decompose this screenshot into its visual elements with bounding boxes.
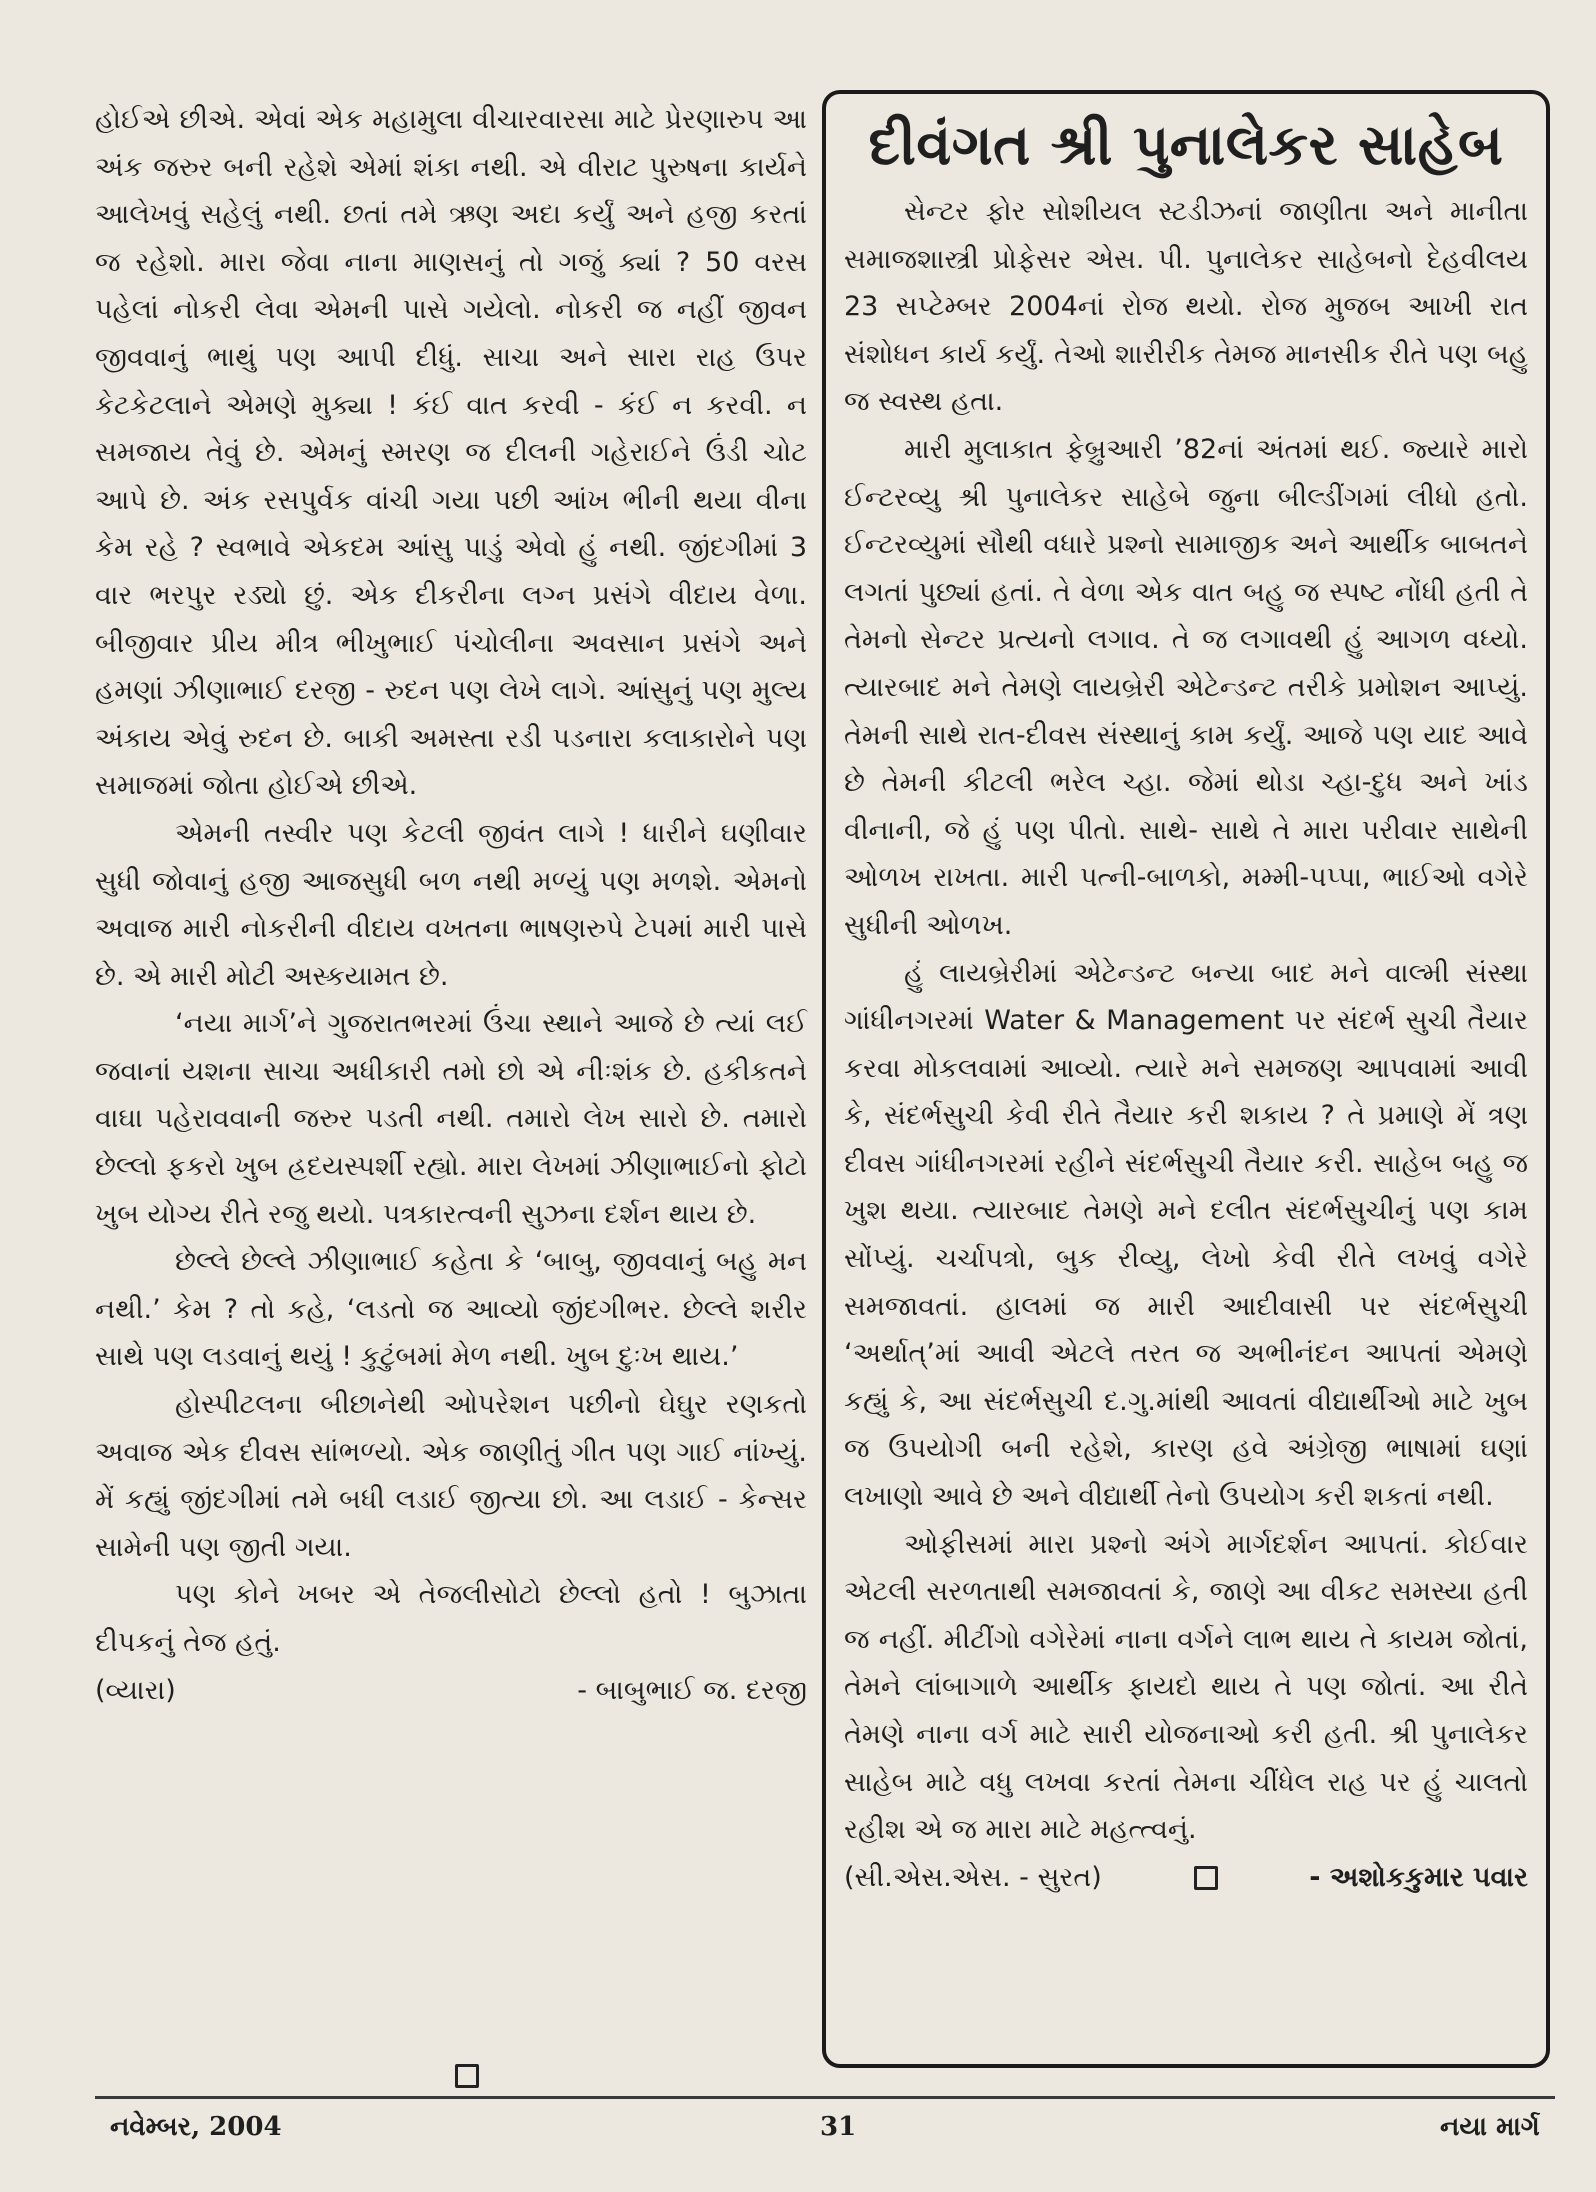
magazine-name: નયા માર્ગ (1440, 2112, 1540, 2142)
obituary-place: (સી.એસ.એસ. - સુરત) (844, 1861, 1102, 1893)
footer-rule (95, 2096, 1555, 2099)
obituary-title: દીવંગત શ્રી પુનાલેકર સાહેબ (868, 113, 1504, 178)
obituary-paragraph-4: ઓફીસમાં મારા પ્રશ્નો અંગે માર્ગદર્શન આપતાં. કોઈવાર એટલી સરળતાથી સમજાવતાં કે, જાણે આ વીકટ સમસ્યા હતી જ નહીં. મીટીંગો વગેરેમાં નાના વર્ગને લાભ થાય તે કાયમ જોતાં, તેમને લાંબાગાળે આર્થીક ફાયદો થાય તે પણ જોતાં. આ રીતે તેમણે નાના વર્ગ માટે સારી યોજનાઓ કરી હતી. શ્રી પુનાલેકર સાહેબ માટે વધુ લખવા કરતાં તેમના ચીંધેલ રાહ પર હું ચાલતો રહીશ એ જ મારા માટે મહત્ત્વનું. (844, 1528, 1528, 1846)
letter-paragraph-5: હોસ્પીટલના બીછાનેથી ઓપરેશન પછીનો ઘેઘુર રણકતો અવાજ એક દીવસ સાંભળ્યો. એક જાણીતું ગીત પણ ગાઈ નાંખ્યું. મેં કહ્યું જીંદગીમાં તમે બધી લડાઈ જીત્યા છો. આ લડાઈ - કેન્સર સામેની પણ જીતી ગયા. (95, 1389, 807, 1563)
letter-place: (વ્યારા) (95, 1674, 176, 1706)
letter-signature (95, 1667, 807, 1715)
letter-author: - બાબુભાઈ જ. દરજી (577, 1674, 807, 1706)
obituary-box (822, 90, 1550, 2068)
obituary-author: - અશોકકુમાર પવાર (1309, 1861, 1528, 1893)
footer-date: નવેમ્બર, 2004 (110, 2112, 282, 2142)
letter-paragraph-6: પણ કોને ખબર એ તેજલીસોટો છેલ્લો હતો ! બુઝાતા દીપકનું તેજ હતું. (95, 1579, 807, 1658)
letter-paragraph-4: છેલ્લે છેલ્લે ઝીણાભાઈ કહેતા કે ‘બાબુ, જીવવાનું બહુ મન નથી.’ કેમ ? તો કહે, ‘લડતો જ આવ્યો જીંદગીભર. છેલ્લે શરીર સાથે પણ લડવાનું થયું ! કુટુંબમાં મેળ નથી. ખુબ દુઃખ થાય.’ (95, 1246, 807, 1373)
letter-paragraph-3: ‘નયા માર્ગ’ને ગુજરાતભરમાં ઉંચા સ્થાને આજે છે ત્યાં લઈ જવાનાં યશના સાચા અધીકારી તમો છો એ નીઃશંક છે. હકીકતને વાઘા પહેરાવવાની જરુર પડતી નથી. તમારો લેખ સારો છે. તમારો છેલ્લો ફકરો ખુબ હ્રદયસ્પર્શી રહ્યો. મારા લેખમાં ઝીણાભાઈનો ફોટો ખુબ યોગ્ય રીતે રજુ થયો. પત્રકારત્વની સુઝના દર્શન થાય છે. (95, 1008, 807, 1230)
obituary-paragraph-2: મારી મુલાકાત ફેબ્રુઆરી ’82નાં અંતમાં થઈ. જ્યારે મારો ઈન્ટરવ્યુ શ્રી પુનાલેકર સાહેબે જુના બીલ્ડીંગમાં લીધો હતો. ઈન્ટરવ્યુમાં સૌથી વધારે પ્રશ્નો સામાજીક અને આર્થીક બાબતને લગતાં પુછ્યાં હતાં. તે વેળા એક વાત બહુ જ સ્પષ્ટ નોંધી હતી તે તેમનો સેન્ટર પ્રત્યનો લગાવ. તે જ લગાવથી હું આગળ વધ્યો. ત્યારબાદ મને તેમણે લાયબ્રેરી એટેન્ડન્ટ તરીકે પ્રમોશન આપ્યું. તેમની સાથે રાત-દીવસ સંસ્થાનું કામ કર્યું. આજે પણ યાદ આવે છે તેમની કીટલી ભરેલ ચ્હા. જેમાં થોડા ચ્હા-દુધ અને ખાંડ વીનાની, જે હું પણ પીતો. સાથે- સાથે તે મારા પરીવાર સાથેની ઓળખ રાખતા. મારી પત્ની-બાળકો, મમ્મી-પપ્પા, ભાઈઓ વગેરે સુધીની ઓળખ. (844, 433, 1528, 941)
page-number: 31 (820, 2112, 857, 2142)
letter-paragraph-2: એમની તસ્વીર પણ કેટલી જીવંત લાગે ! ધારીને ઘણીવાર સુધી જોવાનું હજી આજસુધી બળ નથી મળ્યું પણ મળશે. એમનો અવાજ મારી નોકરીની વીદાય વખતના ભાષણરુપે ટેપમાં મારી પાસે છે. એ મારી મોટી અસ્કયામત છે. (95, 817, 807, 992)
obituary-paragraph-3: હું લાયબ્રેરીમાં એટેન્ડન્ટ બન્યા બાદ મને વાલ્મી સંસ્થા ગાંધીનગરમાં Water & Management પર સંદર્ભ સુચી તૈયાર કરવા મોકલવામાં આવ્યો. ત્યારે મને સમજણ આપવામાં આવી કે, સંદર્ભસુચી કેવી રીતે તૈયાર કરી શકાય ? તે પ્રમાણે મેં ત્રણ દીવસ ગાંધીનગરમાં રહીને સંદર્ભસુચી તૈયાર કરી. સાહેબ બહુ જ ખુશ થયા. ત્યારબાદ તેમણે મને દલીત સંદર્ભસુચીનું પણ કામ સોંપ્યું. ચર્ચાપત્રો, બુક રીવ્યુ, લેખો કેવી રીતે લખવું વગેરે સમજાવતાં. હાલમાં જ મારી આદીવાસી પર સંદર્ભસુચી ‘અર્થાત્’માં આવી એટલે તરત જ અભીનંદન આપતાં એમણે કહ્યું કે, આ સંદર્ભસુચી દ.ગુ.માંથી આવતાં વીદ્યાર્થીઓ માટે ખુબ જ ઉપયોગી બની રહેશે, કારણ હવે અંગ્રેજી ભાષામાં ઘણાં લખાણો આવે છે અને વીદ્યાર્થી તેનો ઉપયોગ કરી શકતાં નથી. (844, 957, 1528, 1513)
obituary-signature (844, 1854, 1528, 1902)
obituary-paragraph-1: સેન્ટર ફોર સોશીયલ સ્ટડીઝનાં જાણીતા અને માનીતા સમાજશાસ્ત્રી પ્રોફેસર એસ. પી. પુનાલેકર સાહેબનો દેહવીલય 23 સપ્ટેમ્બર 2004નાં રોજ થયો. રોજ મુજબ આખી રાત સંશોધન કાર્ય કર્યું. તેઓ શારીરીક તેમજ માનસીક રીતે પણ બહુ જ સ્વસ્થ હતા. (844, 196, 1528, 418)
article-end-mark (455, 2064, 479, 2088)
letter-column (95, 96, 807, 1714)
letter-paragraph-1: હોઈએ છીએ. એવાં એક મહામુલા વીચારવારસા માટે પ્રેરણારુપ આ અંક જરુર બની રહેશે એમાં શંકા નથી. એ વીરાટ પુરુષના કાર્યને આલેખવું સહેલું નથી. છતાં તમે ઋણ અદા કર્યું અને હજી કરતાં જ રહેશો. મારા જેવા નાના માણસનું તો ગજું ક્યાં ? 50 વરસ પહેલાં નોકરી લેવા એમની પાસે ગયેલો. નોકરી જ નહીં જીવન જીવવાનું ભાથું પણ આપી દીધું. સાચા અને સારા રાહ ઉપર કેટકેટલાને એમણે મુક્યા ! કંઈ વાત કરવી - કંઈ ન કરવી. ન સમજાય તેવું છે. એમનું સ્મરણ જ દીલની ગહેરાઈને ઉંડી ચોટ આપે છે. અંક રસપુર્વક વાંચી ગયા પછી આંખ ભીની થયા વીના કેમ રહે ? સ્વભાવે એકદમ આંસુ પાડું એવો હું નથી. જીંદગીમાં 3 વાર ભરપુર રડ્યો છું. એક દીકરીના લગ્ન પ્રસંગે વીદાય વેળા. બીજીવાર પ્રીય મીત્ર ભીખુભાઈ પંચોલીના અવસાન પ્રસંગે અને હમણાં ઝીણાભાઈ દરજી - રુદન પણ લેખે લાગે. આંસુનું પણ મુલ્ય અંકાય એવું રુદન છે. બાકી અમસ્તા રડી પડનારા કલાકારોને પણ સમાજમાં જોતા હોઈએ છીએ. (95, 104, 807, 802)
obituary-end-mark (1194, 1866, 1218, 1890)
obituary-body (844, 188, 1528, 1854)
